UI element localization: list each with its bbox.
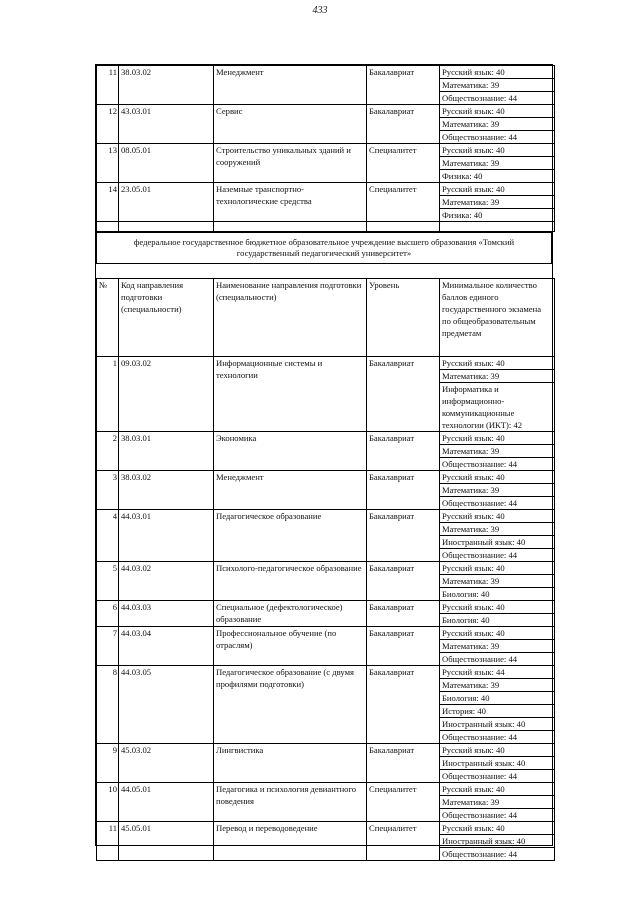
row-number: 1 [97,357,119,432]
score-line: Русский язык: 40 [442,823,505,833]
row-number: 6 [97,601,119,627]
row-name: Специальное (дефектологическое) образование [214,601,367,627]
table-row [97,666,555,744]
row-level: Бакалавриат [367,562,440,601]
table-row [97,183,555,222]
row-level: Бакалавриат [367,744,440,783]
row-number: 5 [97,562,119,601]
row-number: 12 [97,105,119,144]
row-scores [440,666,555,744]
score-line: Биология: 40 [440,588,554,601]
row-name: Менеджмент [214,471,367,510]
row-level: Специалитет [367,144,440,183]
row-name: Экономика [214,432,367,471]
row-name: Информационные системы и технологии [214,357,367,432]
table-row [97,66,555,105]
row-number: 14 [97,183,119,222]
row-code: 45.03.02 [119,744,214,783]
table-row [97,144,555,183]
score-line: Русский язык: 40 [442,433,505,443]
row-level: Бакалавриат [367,105,440,144]
table-row [97,105,555,144]
row-code: 44.03.04 [119,627,214,666]
row-scores [440,144,555,183]
score-line: Русский язык: 40 [442,145,505,155]
score-line: Математика: 39 [440,640,554,653]
score-line: Математика: 39 [440,575,554,588]
row-name: Педагогическое образование (с двумя профилями подготовки) [214,666,367,744]
row-number: 3 [97,471,119,510]
table-row [97,744,555,783]
table-block-2 [96,278,555,861]
score-line: Физика: 40 [440,209,554,222]
row-number: 11 [97,66,119,105]
row-scores [440,783,555,822]
score-line: Русский язык: 40 [442,106,505,116]
row-code: 44.03.01 [119,510,214,562]
row-code: 43.03.01 [119,105,214,144]
row-level: Бакалавриат [367,666,440,744]
score-line: Обществознание: 44 [440,848,554,861]
row-scores [440,601,555,627]
row-code: 23.05.01 [119,183,214,222]
score-line: Иностранный язык: 40 [440,757,554,770]
score-line: Иностранный язык: 40 [440,718,554,731]
row-number: 11 [97,822,119,861]
row-scores [440,357,555,432]
institution-name: федеральное государственное бюджетное образовательное учреждение высшего образования «Томский государственный педагогический университет» [96,232,552,264]
row-level: Специалитет [367,822,440,861]
row-level: Бакалавриат [367,627,440,666]
score-line: Обществознание: 44 [440,809,554,822]
table-row [97,783,555,822]
row-number: 7 [97,627,119,666]
header-name: Наименование направления подготовки (специальности) [214,279,367,357]
row-number: 9 [97,744,119,783]
row-level: Бакалавриат [367,432,440,471]
row-name: Лингвистика [214,744,367,783]
score-line: Русский язык: 44 [442,667,505,677]
score-line: Русский язык: 40 [442,184,505,194]
row-code: 44.03.05 [119,666,214,744]
row-scores [440,744,555,783]
score-line: Русский язык: 40 [442,511,505,521]
score-line: Русский язык: 40 [442,67,505,77]
row-scores [440,627,555,666]
row-scores [440,510,555,562]
score-line: Математика: 39 [440,796,554,809]
score-line: Математика: 39 [440,484,554,497]
row-name: Педагогическое образование [214,510,367,562]
score-line: Русский язык: 40 [442,602,505,612]
score-line: Обществознание: 44 [440,458,554,471]
row-code: 08.05.01 [119,144,214,183]
row-name: Сервис [214,105,367,144]
row-scores [440,183,555,222]
row-code: 44.03.03 [119,601,214,627]
score-line: Обществознание: 44 [440,731,554,744]
row-name: Наземные транспортно-технологические средства [214,183,367,222]
score-line: История: 40 [440,705,554,718]
score-line: Математика: 39 [440,196,554,209]
score-line: Иностранный язык: 40 [440,835,554,848]
row-name: Психолого-педагогическое образование [214,562,367,601]
row-number: 13 [97,144,119,183]
row-level: Бакалавриат [367,510,440,562]
document-frame [95,64,553,859]
score-line: Математика: 39 [440,370,554,383]
score-line: Русский язык: 40 [442,472,505,482]
table-row [97,510,555,562]
row-scores [440,66,555,105]
row-level: Бакалавриат [367,601,440,627]
row-level: Бакалавриат [367,471,440,510]
page-number: 433 [312,5,328,16]
spacer-row [97,222,555,232]
row-code: 38.03.01 [119,432,214,471]
score-line: Биология: 40 [440,692,554,705]
score-line: Физика: 40 [440,170,554,183]
row-code: 45.05.01 [119,822,214,861]
table-row [97,357,555,432]
row-scores [440,822,555,861]
score-line: Русский язык: 40 [442,563,505,573]
row-number: 8 [97,666,119,744]
score-line: Иностранный язык: 40 [440,536,554,549]
row-scores [440,471,555,510]
header-num: № [97,279,119,357]
score-line: Русский язык: 40 [442,784,505,794]
row-code: 38.03.02 [119,471,214,510]
table-row [97,471,555,510]
score-line: Русский язык: 40 [442,745,505,755]
header-level: Уровень [367,279,440,357]
score-line: Математика: 39 [440,157,554,170]
row-name: Менеджмент [214,66,367,105]
table-row [97,562,555,601]
row-code: 38.03.02 [119,66,214,105]
row-name: Перевод и переводоведение [214,822,367,861]
score-line: Обществознание: 44 [440,549,554,562]
row-name: Педагогика и психология девиантного поведения [214,783,367,822]
header-scores: Минимальное количество баллов единого государственного экзамена по общеобразовательным предметам [440,279,555,357]
row-scores [440,562,555,601]
row-code: 44.05.01 [119,783,214,822]
score-line: Русский язык: 40 [442,628,505,638]
row-code: 44.03.02 [119,562,214,601]
score-line: Математика: 39 [440,679,554,692]
score-line: Математика: 39 [440,79,554,92]
row-code: 09.03.02 [119,357,214,432]
score-line: Биология: 40 [440,614,554,627]
table-row [97,432,555,471]
row-number: 4 [97,510,119,562]
table-row [97,822,555,861]
score-line: Обществознание: 44 [440,497,554,510]
score-line: Математика: 39 [440,523,554,536]
row-level: Бакалавриат [367,357,440,432]
table-block-1 [96,65,555,232]
score-line: Обществознание: 44 [440,653,554,666]
row-level: Бакалавриат [367,66,440,105]
row-name: Строительство уникальных зданий и сооружений [214,144,367,183]
score-line: Обществознание: 44 [440,131,554,144]
score-line: Обществознание: 44 [440,92,554,105]
row-level: Специалитет [367,783,440,822]
table-row [97,627,555,666]
row-name: Профессиональное обучение (по отраслям) [214,627,367,666]
row-number: 10 [97,783,119,822]
header-row [97,279,555,357]
score-line: Математика: 39 [440,118,554,131]
row-number: 2 [97,432,119,471]
table-row [97,601,555,627]
row-scores [440,432,555,471]
row-scores [440,105,555,144]
score-line: Русский язык: 40 [442,358,505,368]
score-line: Математика: 39 [440,445,554,458]
score-line: Информатика и информационно-коммуникационные технологии (ИКТ): 42 [440,383,554,432]
score-line: Обществознание: 44 [440,770,554,783]
row-level: Специалитет [367,183,440,222]
header-code: Код направления подготовки (специальности) [119,279,214,357]
